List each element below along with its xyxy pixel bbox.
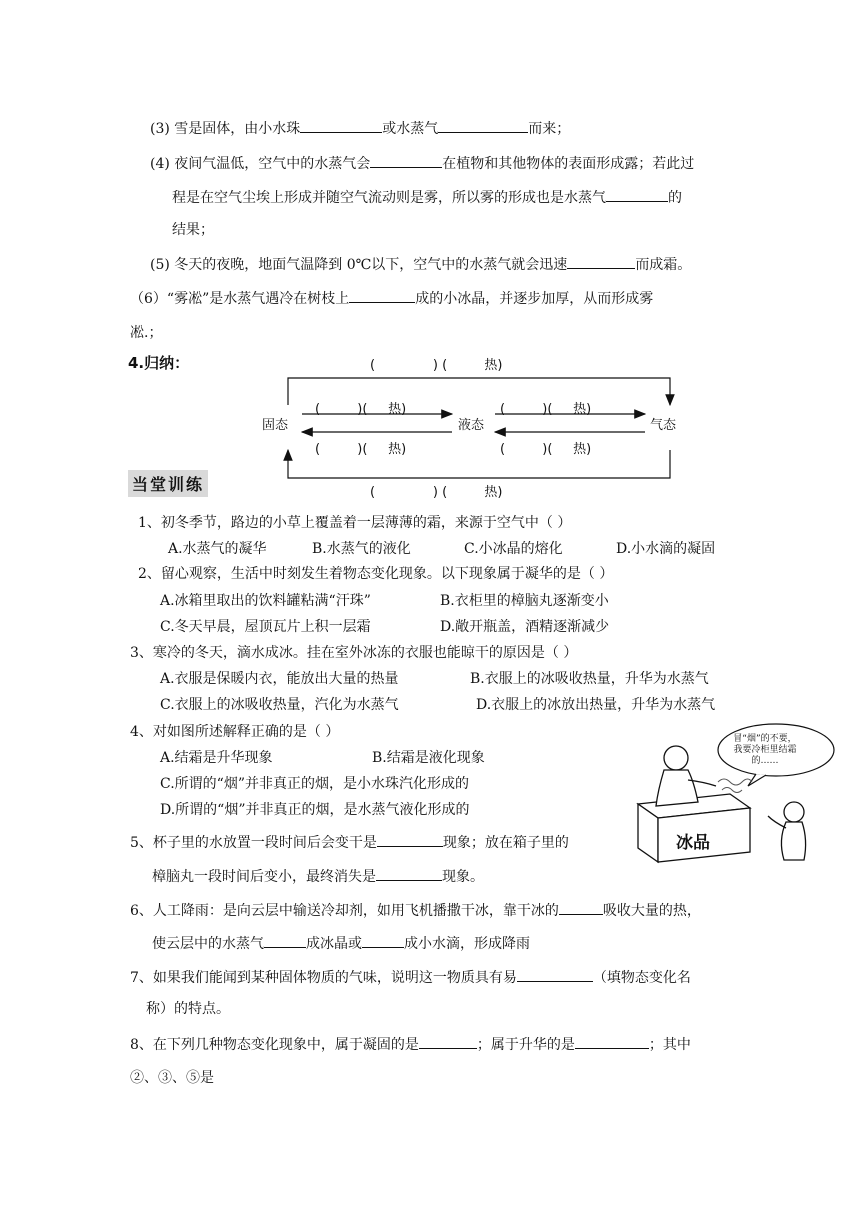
q8-line1: 8、在下列几种物态变化现象中，属于凝固的是 ；属于升华的是 ；其中 [130, 1034, 691, 1054]
q5-line2: 樟脑丸一段时间后变小，最终消失是 现象。 [152, 866, 484, 886]
q1-option-b[interactable]: B.水蒸气的液化 [312, 541, 411, 557]
q2-option-b[interactable]: B.衣柜里的樟脑丸逐渐变小 [440, 593, 609, 609]
q4-option-d[interactable]: D.所谓的“烟”并非真正的烟，是水蒸气液化形成的 [160, 802, 470, 818]
liquid-gas-back-label: ( )( 热) [500, 442, 592, 457]
q3-option-a[interactable]: A.衣服是保暖内衣，能放出大量的热量 [160, 671, 399, 687]
solid-liquid-forward-label: ( )( 热) [315, 402, 407, 417]
blank[interactable] [419, 1034, 477, 1049]
q3-option-b[interactable]: B.衣服上的冰吸收热量，升华为水蒸气 [470, 671, 709, 687]
liquid-label: 液态 [458, 418, 485, 433]
q3-option-d[interactable]: D.衣服上的冰放出热量，升华为水蒸气 [476, 697, 716, 713]
section-title: 当堂训练 [128, 470, 208, 497]
q4-option-b[interactable]: B.结霜是液化现象 [372, 750, 485, 766]
blank[interactable] [264, 933, 306, 948]
q5-line1: 5、杯子里的水放置一段时间后会变干是 现象；放在箱子里的 [130, 832, 569, 852]
solid-label: 固态 [262, 418, 289, 433]
q1-option-d[interactable]: D.小水滴的凝固 [616, 541, 716, 557]
q2-stem: 2、留心观察，生活中时刻发生着物态变化现象。以下现象属于凝华的是（ ） [138, 566, 614, 582]
q3-stem: 3、寒冷的冬天，滴水成冰。挂在室外冰冻的衣服也能晾干的原因是（ ） [130, 645, 578, 661]
q2-option-d[interactable]: D.敞开瓶盖，酒精逐渐减少 [440, 619, 610, 635]
q2-option-a[interactable]: A.冰箱里取出的饮料罐粘满“汗珠” [160, 593, 371, 609]
fill-item-5: (5) 冬天的夜晚，地面气温降到 0℃以下，空气中的水蒸气就会迅速 而成霜。 [150, 254, 691, 274]
q1-option-a[interactable]: A.水蒸气的凝华 [168, 541, 267, 557]
blank[interactable] [349, 288, 415, 303]
q1-stem: 1、初冬季节，路边的小草上覆盖着一层薄薄的霜，来源于空气中（ ） [138, 515, 572, 531]
liquid-gas-forward-label: ( )( 热) [500, 402, 592, 417]
blank[interactable] [438, 118, 528, 133]
fill-item-4-cont: 程是在空气尘埃上形成并随空气流动则是雾，所以雾的形成也是水蒸气 的 [172, 187, 682, 207]
q6-line2: 使云层中的水蒸气 成冰晶或 成小水滴，形成降雨 [152, 933, 530, 953]
blank[interactable] [575, 1034, 649, 1049]
blank[interactable] [567, 254, 635, 269]
q4-stem: 4、对如图所述解释正确的是（ ） [130, 724, 340, 740]
blank[interactable] [370, 153, 442, 168]
blank[interactable] [300, 118, 382, 133]
q7-line1: 7、如果我们能闻到某种固体物质的气味，说明这一物质具有易 （填物态变化名 [130, 967, 691, 987]
blank[interactable] [362, 933, 404, 948]
fill-item-6: （6）“雾凇”是水蒸气遇冷在树枝上 成的小冰晶，并逐步加厚，从而形成雾 [130, 288, 653, 308]
blank[interactable] [517, 967, 593, 982]
blank[interactable] [376, 866, 442, 881]
bottom-process-label: ( ) ( 热) [370, 485, 503, 500]
q4-option-a[interactable]: A.结霜是升华现象 [160, 750, 273, 766]
q2-option-c[interactable]: C.冬天早晨，屋顶瓦片上积一层霜 [160, 619, 371, 635]
blank[interactable] [559, 900, 603, 915]
cartoon-box-text: 冰品 [676, 833, 710, 853]
q4-option-c[interactable]: C.所谓的“烟”并非真正的烟，是小水珠汽化形成的 [160, 776, 469, 792]
summary-title: 4.归纳： [128, 354, 190, 372]
q6-line1: 6、人工降雨：是向云层中输送冷却剂，如用飞机播撒干冰，靠干冰的 吸收大量的热， [130, 900, 701, 920]
blank[interactable] [606, 187, 668, 202]
q7-line2: 称）的特点。 [146, 1001, 230, 1017]
top-process-label: ( ) ( 热) [370, 358, 503, 373]
q8-line2: ②、③、⑤是 [130, 1070, 214, 1086]
fill-item-4-end: 结果； [172, 222, 214, 238]
fill-item-6-end: 凇.； [130, 325, 163, 341]
gas-label: 气态 [650, 418, 677, 433]
blank[interactable] [377, 832, 443, 847]
cartoon-speech-bubble: 冒“烟”的不要，我要冷柜里结霜的…… [733, 734, 797, 766]
fill-item-4: (4) 夜间气温低，空气中的水蒸气会 在植物和其他物体的表面形成露；若此过 [150, 153, 694, 173]
fill-item-3: (3) 雪是固体，由小水珠 或水蒸气 而来； [150, 118, 570, 138]
q1-option-c[interactable]: C.小冰晶的熔化 [464, 541, 563, 557]
q3-option-c[interactable]: C.衣服上的冰吸收热量，汽化为水蒸气 [160, 697, 399, 713]
solid-liquid-back-label: ( )( 热) [315, 442, 407, 457]
